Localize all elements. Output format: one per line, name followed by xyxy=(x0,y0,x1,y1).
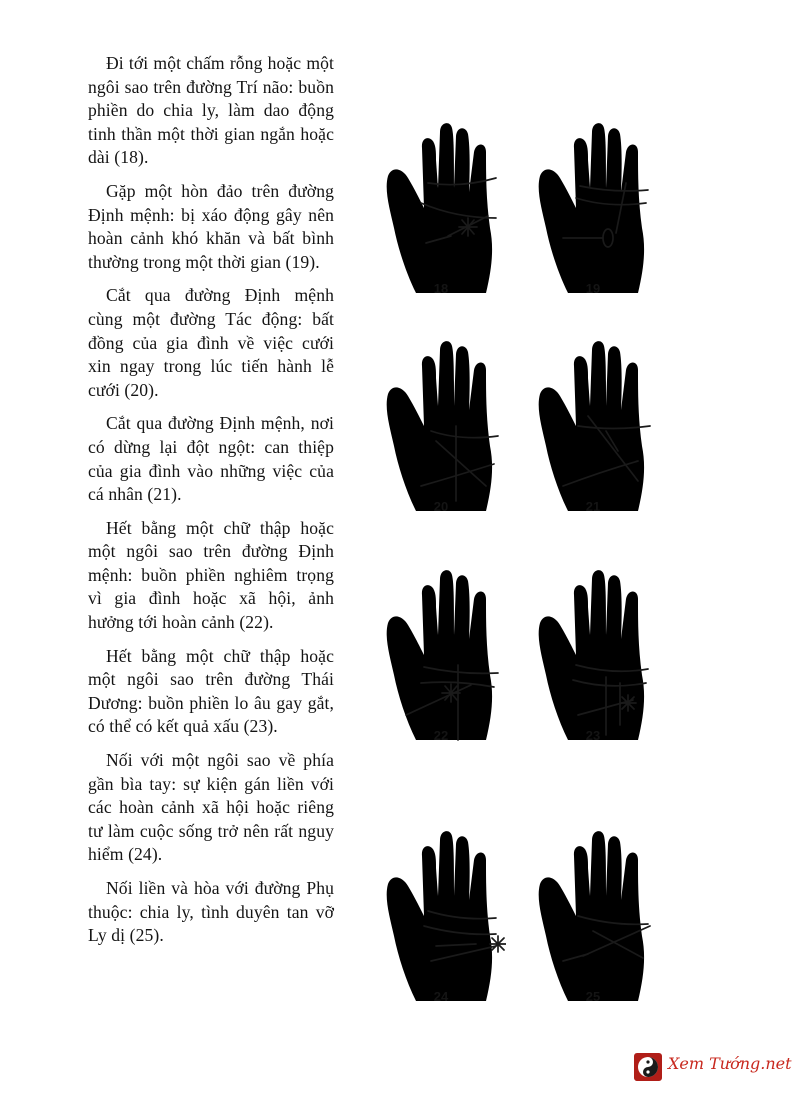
hand-19-illustration xyxy=(528,118,658,298)
hand-20-illustration xyxy=(376,336,506,516)
yin-yang-icon xyxy=(634,1053,662,1081)
figure-22 xyxy=(376,565,506,745)
figure-25 xyxy=(528,826,658,1006)
figure-number: 21 xyxy=(585,499,601,514)
hand-23-illustration xyxy=(528,565,658,745)
paragraph-22: Hết bằng một chữ thập hoặc một ngôi sao trên đường Định mệnh: buồn phiền nghiêm trọng vì gia đình hoặc xã hội, ảnh hưởng tới hoàn cảnh (22). xyxy=(88,517,334,633)
hand-18-illustration xyxy=(376,118,506,298)
watermark-brand-text: Xem Tướng.net xyxy=(668,1054,792,1073)
figure-number: 18 xyxy=(433,281,449,296)
site-watermark xyxy=(630,1048,790,1086)
hand-21-illustration xyxy=(528,336,658,516)
figure-19 xyxy=(528,118,658,298)
figure-number: 24 xyxy=(433,989,449,1004)
text-column xyxy=(88,52,334,958)
paragraph-23: Hết bằng một chữ thập hoặc một ngôi sao trên đường Thái Dương: buồn phiền lo âu gay gắt, có thể có kết quả xấu (23). xyxy=(88,645,334,737)
figure-21 xyxy=(528,336,658,516)
figure-23 xyxy=(528,565,658,745)
figure-18 xyxy=(376,118,506,298)
figure-number: 20 xyxy=(433,499,449,514)
figure-number: 19 xyxy=(585,281,601,296)
star-mark xyxy=(442,684,460,702)
paragraph-18: Đi tới một chấm rỗng hoặc một ngôi sao trên đường Trí não: buồn phiền do chia ly, làm dao động tinh thần một thời gian ngắn hoặc dài (18). xyxy=(88,53,334,168)
figure-number: 23 xyxy=(585,728,601,743)
hand-24-illustration xyxy=(376,826,506,1006)
figure-20 xyxy=(376,336,506,516)
star-mark xyxy=(620,695,636,711)
star-mark xyxy=(490,936,506,952)
figure-number: 25 xyxy=(585,989,601,1004)
hand-25-illustration xyxy=(528,826,658,1006)
figure-number: 22 xyxy=(433,728,449,743)
paragraph-19: Gặp một hòn đảo trên đường Định mệnh: bị xáo động gây nên hoàn cảnh khó khăn và bất bình thường trong một thời gian (19). xyxy=(88,180,334,272)
paragraph-20: Cắt qua đường Định mệnh cùng một đường Tác động: bất đồng của gia đình về việc cưới xin ngay trong lúc tiến hành lễ cưới (20). xyxy=(88,285,334,400)
star-mark xyxy=(459,218,477,236)
hand-22-illustration xyxy=(376,565,506,745)
paragraph-21: Cắt qua đường Định mệnh, nơi có dừng lại đột ngột: can thiệp của gia đình vào những việc của cá nhân (21). xyxy=(88,413,334,505)
paragraph-24: Nối với một ngôi sao về phía gần bìa tay: sự kiện gán liền với các hoàn cảnh xã hội hoặc riêng tư làm cuộc sống trở nên rất nguy hiểm (24). xyxy=(88,750,334,865)
figure-24 xyxy=(376,826,506,1006)
paragraph-25: Nối liền và hòa với đường Phụ thuộc: chia ly, tình duyên tan vỡ Ly dị (25). xyxy=(88,878,334,946)
